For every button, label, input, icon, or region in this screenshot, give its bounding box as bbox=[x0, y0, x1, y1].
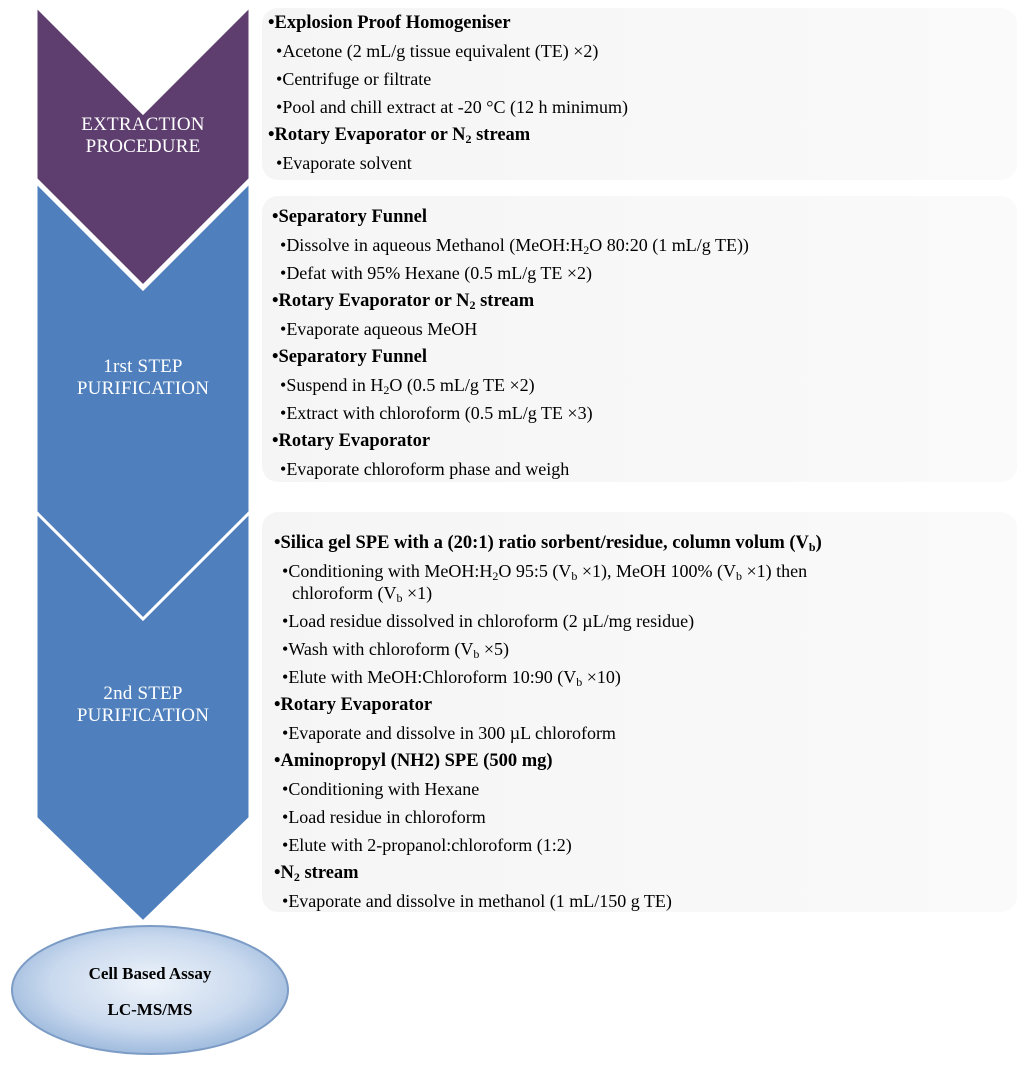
step2-step-evaporate-300: •Evaporate and dissolve in 300 µL chloroform bbox=[282, 723, 616, 743]
step1-step-suspend: •Suspend in $H_2O$ (0.5 mL/g TE ×2) bbox=[280, 375, 535, 397]
step2-step-load-residue: •Load residue dissolved in chloroform (2 µL/mg residue) bbox=[282, 611, 695, 631]
step2-step-wash: •Wash with chloroform $(V_b \times 5)$ bbox=[282, 639, 509, 661]
step2-step-conditioning-1: •Conditioning with $MeOH:H_2O$ 95:5 $(V_b \times 1)$, MeOH 100% $(V_b \times 1)$ then bbox=[282, 561, 808, 583]
step1-heading-rotary-1: •Rotary Evaporator or $N_2$ stream bbox=[272, 291, 535, 312]
extraction-step-centrifuge: •Centrifuge or filtrate bbox=[276, 69, 432, 89]
final-label-line2: LC-MS/MS bbox=[107, 1000, 193, 1019]
final-label bbox=[14, 928, 286, 1052]
step2-heading-n2-stream: $•N_2$ stream bbox=[274, 863, 359, 884]
step2-step-conditioning-hexane: •Conditioning with Hexane bbox=[282, 779, 480, 799]
stage-label-step2: 2nd STEP PURIFICATION bbox=[76, 683, 210, 726]
step1-step-dissolve: •Dissolve in aqueous Methanol ($MeOH:H_2O$ 80:20 (1 mL/g TE)) bbox=[280, 235, 749, 257]
step2-step-load-chloroform: •Load residue in chloroform bbox=[282, 807, 486, 827]
step1-step-defat: •Defat with 95% Hexane (0.5 mL/g TE ×2) bbox=[280, 263, 593, 283]
stage-label-extraction: EXTRACTION PROCEDURE bbox=[81, 114, 205, 157]
step2-step-elute-2: •Elute with 2-propanol:chloroform (1:2) bbox=[282, 835, 572, 855]
step2-heading-rotary: •Rotary Evaporator bbox=[274, 695, 433, 715]
step1-step-evaporate-meoh: •Evaporate aqueous MeOH bbox=[280, 319, 478, 339]
step1-heading-rotary-2: •Rotary Evaporator bbox=[272, 431, 431, 451]
extraction-step-evaporate: •Evaporate solvent bbox=[276, 153, 412, 173]
step2-step-conditioning-1-cont: chloroform $(V_b \times 1)$ bbox=[292, 583, 433, 605]
stage-label-step1: 1rst STEP PURIFICATION bbox=[76, 356, 210, 399]
step1-step-extract: •Extract with chloroform (0.5 mL/g TE ×3) bbox=[280, 403, 593, 423]
final-label-line1: Cell Based Assay bbox=[88, 964, 212, 983]
step1-heading-funnel-2: •Separatory Funnel bbox=[272, 347, 427, 367]
extraction-heading-homogeniser: •Explosion Proof Homogeniser bbox=[268, 13, 511, 33]
extraction-heading-rotary: •Rotary Evaporator or $N_2$ stream bbox=[268, 125, 531, 146]
step1-step-evaporate-chloroform: •Evaporate chloroform phase and weigh bbox=[280, 459, 570, 479]
step1-heading-funnel-1: •Separatory Funnel bbox=[272, 207, 427, 227]
step2-heading-aminopropyl: •Aminopropyl (NH2) SPE (500 mg) bbox=[274, 751, 553, 771]
step2-step-elute-1: •Elute with MeOH:Chloroform 10:90 $(V_b \times 10)$ bbox=[282, 667, 621, 689]
step2-heading-silica: •Silica gel SPE with a (20:1) ratio sorbent/residue, column volum $(V_b)$ bbox=[274, 533, 822, 554]
step2-step-evaporate-methanol: •Evaporate and dissolve in methanol (1 mL/150 g TE) bbox=[282, 891, 672, 911]
extraction-step-acetone: •Acetone (2 mL/g tissue equivalent (TE) ×2) bbox=[276, 41, 599, 61]
extraction-step-chill: •Pool and chill extract at -20 °C (12 h minimum) bbox=[276, 97, 628, 117]
